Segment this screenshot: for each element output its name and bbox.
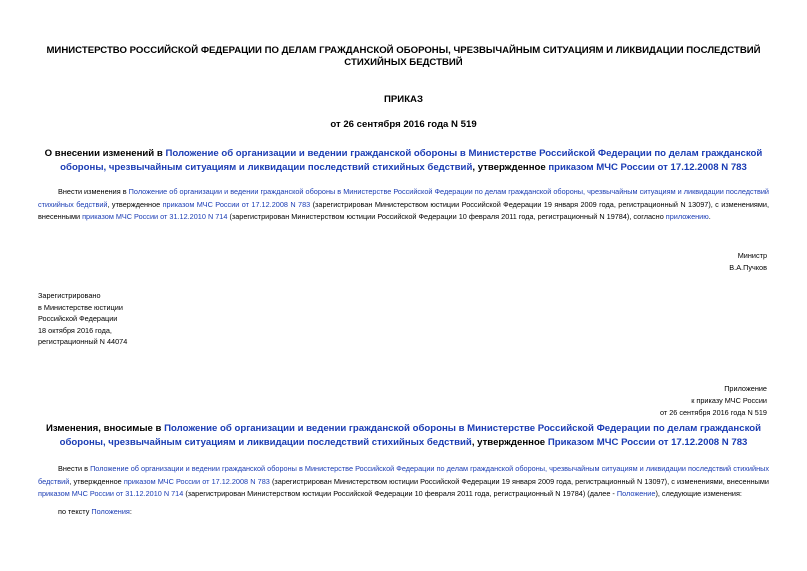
last-line-prefix: по тексту: [58, 507, 92, 516]
title-link-order[interactable]: приказом МЧС России от 17.12.2008 N 783: [548, 162, 747, 173]
body-text-3: (зарегистрирован Министерством юстиции Российской Федерации 19 января 2009 года, регистрационный N 13097), с изменениями, внесенными: [38, 199, 769, 221]
appendix-title-prefix: Изменения, вносимые в: [46, 423, 165, 434]
appendix-link-order-714[interactable]: приказом МЧС России от 31.12.2010 N 714: [38, 489, 184, 498]
appendix-title-link-regulation[interactable]: Положение об организации и ведении гражданской обороны в Министерстве Российской Федерации по делам гражданской обороны, чрезвычайным ситуациям и ликвидации последствий стихийных бедствий: [59, 423, 761, 448]
signature-block: [729, 250, 767, 274]
body-text-2: , утвержденное: [107, 199, 163, 209]
appendix-paragraph: [38, 463, 769, 501]
body-link-order-714[interactable]: приказом МЧС России от 31.12.2010 N 714: [82, 212, 228, 221]
appendix-link-regulation[interactable]: Положение об организации и ведении гражданской обороны в Министерстве Российской Федерации по делам гражданской обороны, чрезвычайным ситуациям и ликвидации последствий стихийных бедствий: [38, 464, 770, 486]
title-middle: , утвержденное: [472, 162, 549, 173]
appendix-link-order-783[interactable]: приказом МЧС России от 17.12.2008 N 783: [123, 476, 270, 486]
registration-line: 18 октября 2016 года,: [38, 325, 112, 335]
appendix-text-4: (зарегистрирован Министерством юстиции Российской Федерации 10 февраля 2011 года, регистрационный N 19784) (далее -: [183, 489, 617, 498]
body-text-5: .: [708, 212, 711, 221]
appendix-title-link-order[interactable]: Приказом МЧС России от 17.12.2008 N 783: [547, 437, 748, 448]
appendix-reference: [660, 383, 767, 419]
appendix-text-1: Внести в: [58, 464, 91, 473]
registration-line: Зарегистрировано: [38, 291, 101, 300]
last-line-suffix: :: [129, 507, 132, 516]
appendix-text-5: ), следующие изменения:: [655, 489, 742, 498]
registration-block: [38, 290, 127, 348]
appendix-title-middle: , утвержденное: [471, 437, 548, 448]
appendix-ref-line: к приказу МЧС России: [691, 396, 767, 405]
appendix-text-3: (зарегистрирован Министерством юстиции Российской Федерации 19 января 2009 года, регистрационный N 13097), с изменениями, внесенными: [269, 476, 769, 486]
document-date-number: от 26 сентября 2016 года N 519: [330, 119, 477, 130]
body-link-appendix[interactable]: приложению: [665, 212, 709, 221]
last-line: [58, 506, 132, 518]
main-paragraph: [38, 186, 769, 224]
body-link-regulation[interactable]: Положение об организации и ведении гражданской обороны в Министерстве Российской Федерации по делам гражданской обороны, чрезвычайным ситуациям и ликвидации последствий стихийных бедствий: [38, 187, 770, 209]
document-type: ПРИКАЗ: [384, 94, 423, 105]
registration-line: Российской Федерации: [38, 314, 118, 323]
signature-position: Министр: [737, 251, 767, 260]
document-title: [40, 147, 767, 175]
registration-line: регистрационный N 44074: [38, 337, 128, 346]
registration-line: в Министерстве юстиции: [38, 302, 123, 312]
appendix-link-regulation-short[interactable]: Положение: [616, 489, 656, 498]
appendix-ref-line: Приложение: [724, 384, 767, 393]
title-link-regulation[interactable]: Положение об организации и ведении гражданской обороны в Министерстве Российской Федерации по делам гражданской обороны, чрезвычайным ситуациям и ликвидации последствий стихийных бедствий: [60, 148, 763, 173]
signature-name: В.А.Пучков: [729, 263, 767, 272]
last-line-link-regulation[interactable]: Положения: [91, 507, 130, 516]
appendix-ref-line: от 26 сентября 2016 года N 519: [659, 408, 767, 417]
body-text-4: (зарегистрирован Министерством юстиции Российской Федерации 10 февраля 2011 года, регистрационный N 19784), согласно: [227, 212, 666, 221]
title-prefix: О внесении изменений в: [44, 148, 166, 159]
body-text-1: Внести изменения в: [58, 187, 129, 196]
appendix-text-2: , утвержденное: [69, 476, 124, 486]
body-link-order-783[interactable]: приказом МЧС России от 17.12.2008 N 783: [162, 199, 311, 209]
ministry-heading: МИНИСТЕРСТВО РОССИЙСКОЙ ФЕДЕРАЦИИ ПО ДЕЛАМ ГРАЖДАНСКОЙ ОБОРОНЫ, ЧРЕЗВЫЧАЙНЫМ СИТУАЦИЯМ И ЛИКВИДАЦИИ ПОСЛЕДСТВИЙ СТИХИЙНЫХ БЕДСТВИЙ: [46, 45, 761, 68]
appendix-title: [40, 422, 767, 450]
